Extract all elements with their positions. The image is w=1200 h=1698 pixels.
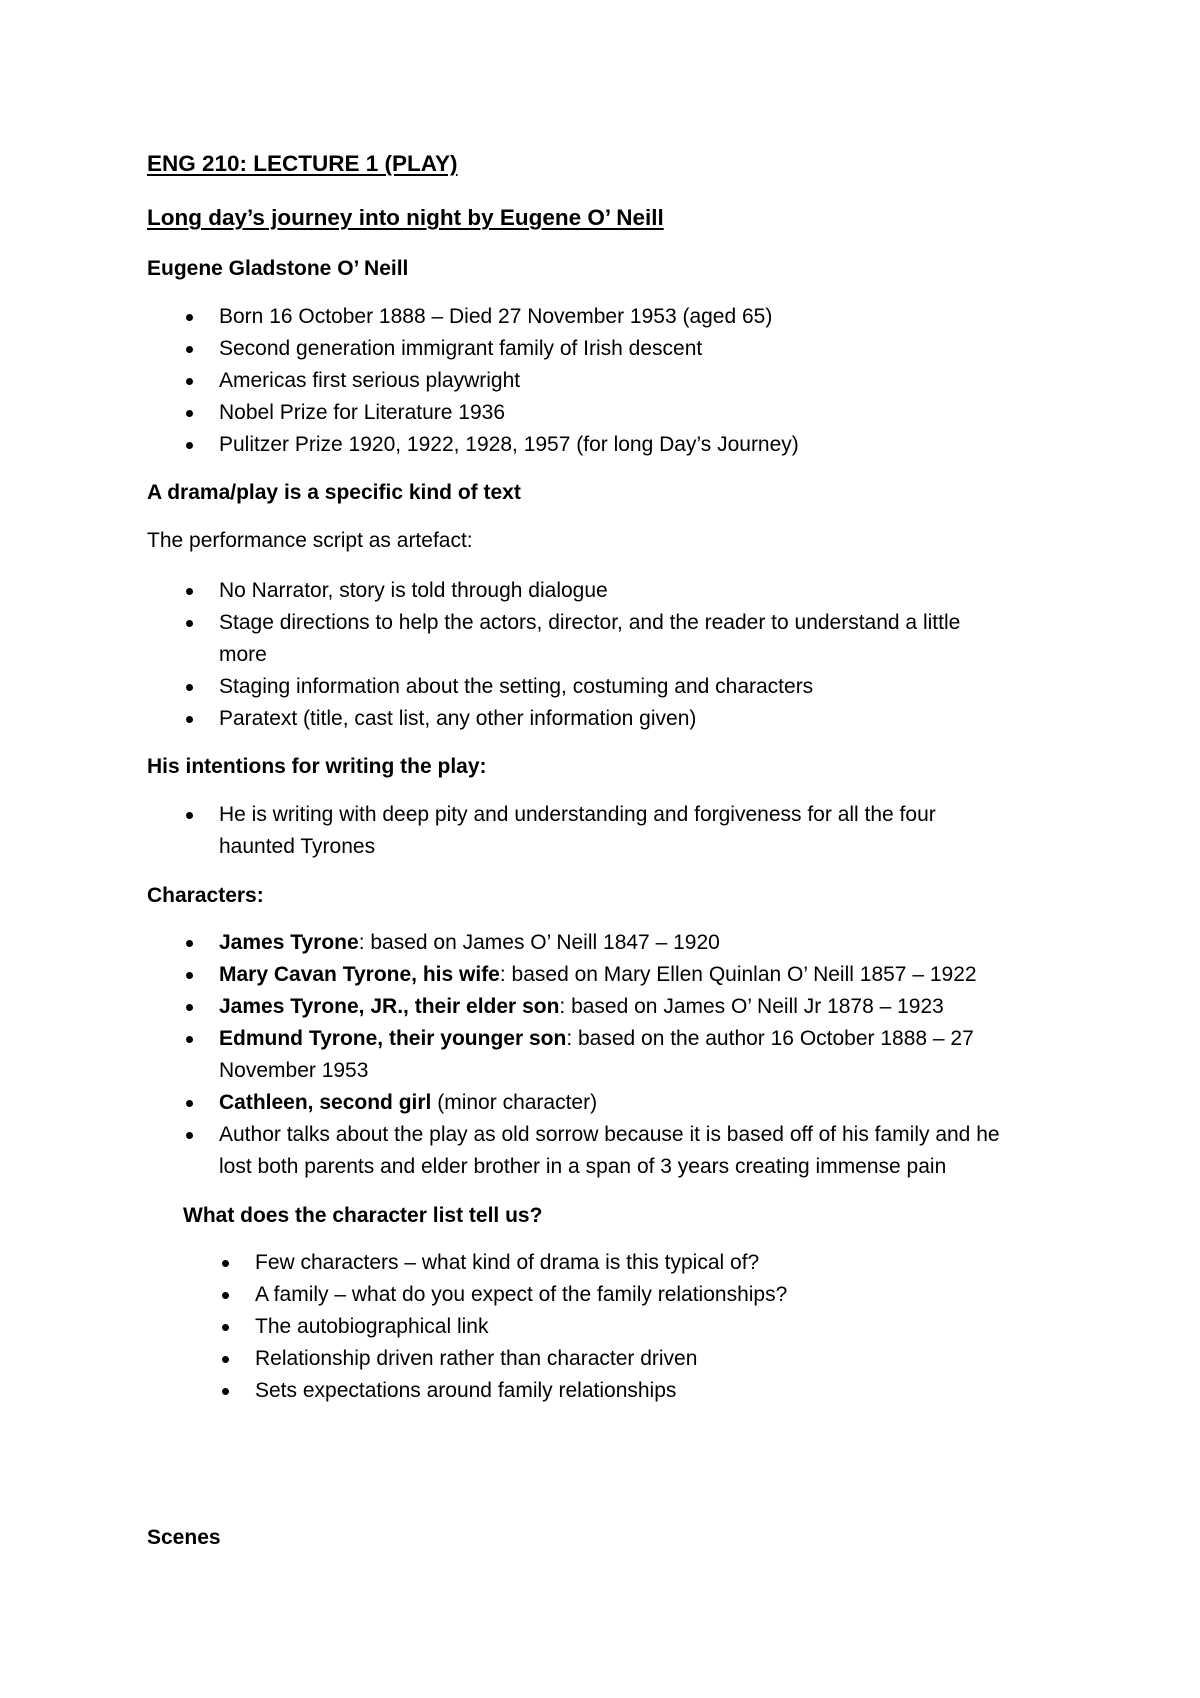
character-item-2 [219, 959, 977, 991]
bullet-icon [222, 1388, 229, 1395]
bullet-icon [186, 346, 193, 353]
bullet-icon [186, 940, 193, 947]
character-name: James Tyrone, JR., their elder son [219, 995, 560, 1018]
bullet-icon [186, 716, 193, 723]
character-name: Cathleen, second girl [219, 1091, 432, 1114]
character-name: James Tyrone [219, 931, 359, 954]
bullet-icon [186, 1036, 193, 1043]
bullet-icon [186, 378, 193, 385]
bullet-icon [186, 1004, 193, 1011]
author-item-4: Nobel Prize for Literature 1936 [219, 401, 505, 424]
character-list-item-2: A family – what do you expect of the family relationships? [255, 1283, 788, 1306]
script-item-1: No Narrator, story is told through dialogue [219, 579, 608, 602]
intentions-item-line2: haunted Tyrones [219, 835, 376, 858]
bullet-icon [186, 620, 193, 627]
character-list-item-5: Sets expectations around family relationships [255, 1379, 677, 1402]
drama-heading: A drama/play is a specific kind of text [147, 481, 521, 504]
page-title: ENG 210: LECTURE 1 (PLAY) [147, 151, 458, 176]
author-item-2: Second generation immigrant family of Irish descent [219, 337, 703, 360]
character-desc: : based on James O’ Neill Jr 1878 – 1923 [559, 995, 944, 1018]
bullet-icon [222, 1356, 229, 1363]
intentions-heading: His intentions for writing the play: [147, 755, 487, 778]
characters-note-line1: Author talks about the play as old sorrow because it is based off of his family and he [219, 1123, 1000, 1146]
script-item-4: Paratext (title, cast list, any other information given) [219, 707, 697, 730]
bullet-icon [186, 684, 193, 691]
bullet-icon [186, 812, 193, 819]
characters-note-line2: lost both parents and elder brother in a span of 3 years creating immense pain [219, 1155, 947, 1178]
bullet-icon [186, 410, 193, 417]
script-intro: The performance script as artefact: [147, 529, 473, 552]
character-item-4-continued: November 1953 [219, 1059, 369, 1082]
character-item-1 [219, 927, 720, 959]
bullet-icon [186, 442, 193, 449]
author-heading: Eugene Gladstone O’ Neill [147, 257, 409, 280]
character-desc: : based on James O’ Neill 1847 – 1920 [358, 931, 720, 954]
character-list-item-3: The autobiographical link [255, 1315, 489, 1338]
page-subtitle: Long day’s journey into night by Eugene O’ Neill [147, 205, 664, 230]
scenes-heading: Scenes [147, 1526, 221, 1549]
character-item-4 [219, 1023, 974, 1055]
bullet-icon [222, 1260, 229, 1267]
author-item-1: Born 16 October 1888 – Died 27 November 1953 (aged 65) [219, 305, 773, 328]
character-list-heading: What does the character list tell us? [183, 1204, 543, 1227]
character-item-3 [219, 991, 944, 1023]
bullet-icon [186, 588, 193, 595]
bullet-icon [186, 972, 193, 979]
author-item-5: Pulitzer Prize 1920, 1922, 1928, 1957 (for long Day’s Journey) [219, 433, 799, 456]
character-desc: : based on Mary Ellen Quinlan O’ Neill 1857 – 1922 [499, 963, 977, 986]
bullet-icon [186, 1132, 193, 1139]
intentions-item-line1: He is writing with deep pity and understanding and forgiveness for all the four [219, 803, 936, 826]
characters-heading: Characters: [147, 884, 264, 907]
character-item-5 [219, 1087, 597, 1119]
bullet-icon [186, 314, 193, 321]
author-item-3: Americas first serious playwright [219, 369, 521, 392]
script-item-2-continued: more [219, 643, 267, 666]
bullet-icon [222, 1324, 229, 1331]
character-desc: (minor character) [431, 1091, 598, 1114]
bullet-icon [222, 1292, 229, 1299]
character-list-item-4: Relationship driven rather than character driven [255, 1347, 698, 1370]
character-name: Edmund Tyrone, their younger son [219, 1027, 567, 1050]
character-name: Mary Cavan Tyrone, his wife [219, 963, 500, 986]
bullet-icon [186, 1100, 193, 1107]
script-item-2: Stage directions to help the actors, director, and the reader to understand a little [219, 611, 961, 634]
character-desc: : based on the author 16 October 1888 – 27 [566, 1027, 974, 1050]
character-list-item-1: Few characters – what kind of drama is this typical of? [255, 1251, 760, 1274]
script-item-3: Staging information about the setting, costuming and characters [219, 675, 814, 698]
